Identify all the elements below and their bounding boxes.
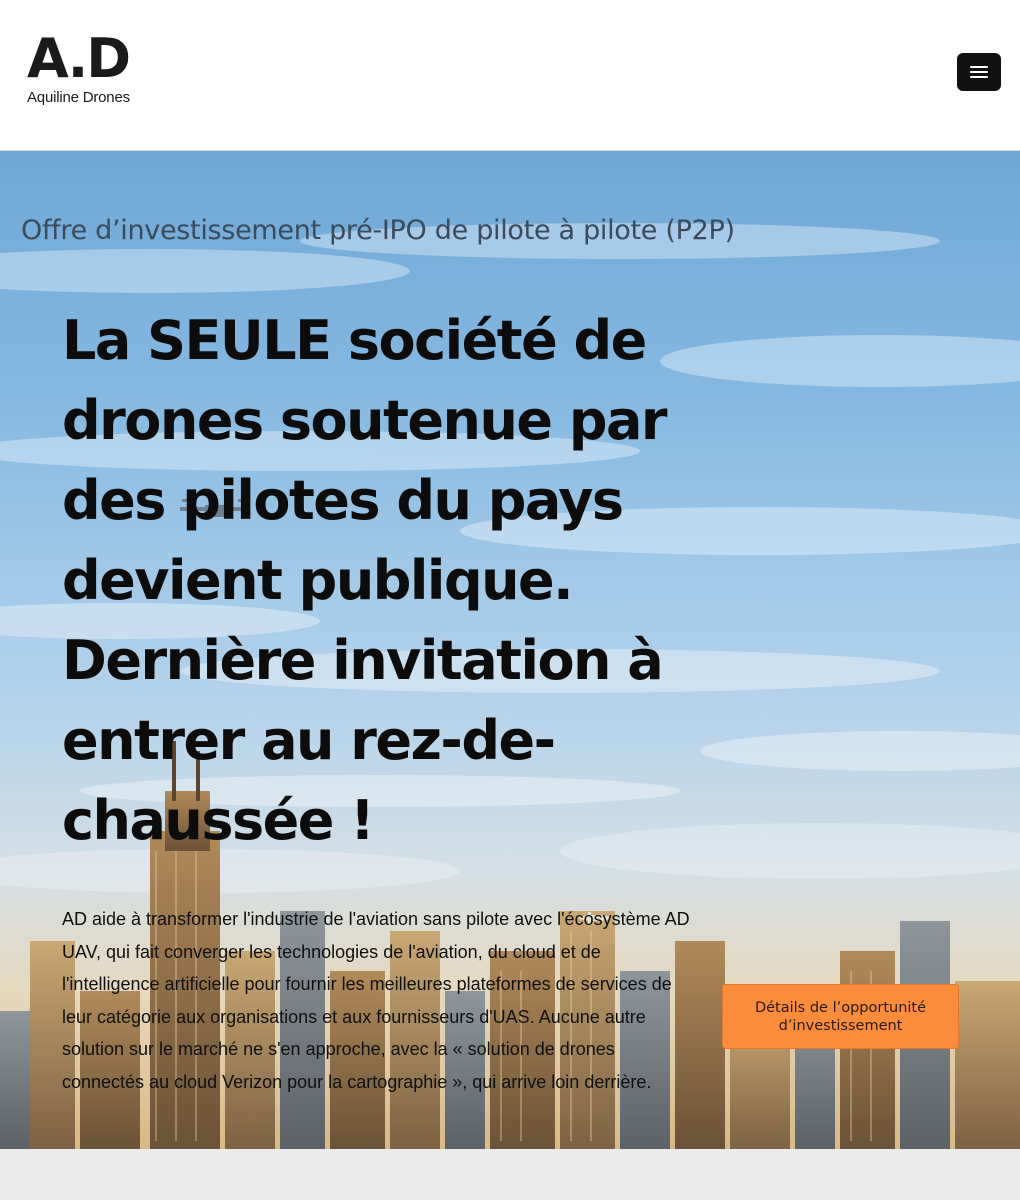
menu-button[interactable] [957, 53, 1001, 91]
aquiline-drones-logo[interactable] [27, 27, 147, 113]
hero-eyebrow: Offre d’investissement pré-IPO de pilote à pilote (P2P) [21, 215, 735, 246]
hero-title: La SEULE société de drones soutenue par des pilotes du pays devient publique. Dernière invitation à entrer au rez-de-chaussée ! [62, 309, 667, 852]
footer-strip [0, 1149, 1020, 1200]
hero-section [0, 151, 1020, 1149]
investment-details-button[interactable]: Détails de l’opportunité d’investissement [722, 984, 959, 1049]
hamburger-menu-icon [970, 66, 988, 78]
logo-name: Aquiline Drones [27, 89, 130, 106]
site-header [0, 0, 1020, 151]
logo-mark: A.D [27, 27, 130, 90]
hero-description: AD aide à transformer l'industrie de l'aviation sans pilote avec l'écosystème AD UAV, qui fait converger les technologies de l'aviation, du cloud et de l'intelligence artificielle pour fournir les meilleures plateformes de services de leur catégorie aux organisations et aux fournisseurs d'UAS. Aucune autre solution sur le marché ne s'en approche, avec la « solution de drones connectés au cloud Verizon pour la cartographie », qui arrive loin derrière. [62, 909, 690, 1092]
